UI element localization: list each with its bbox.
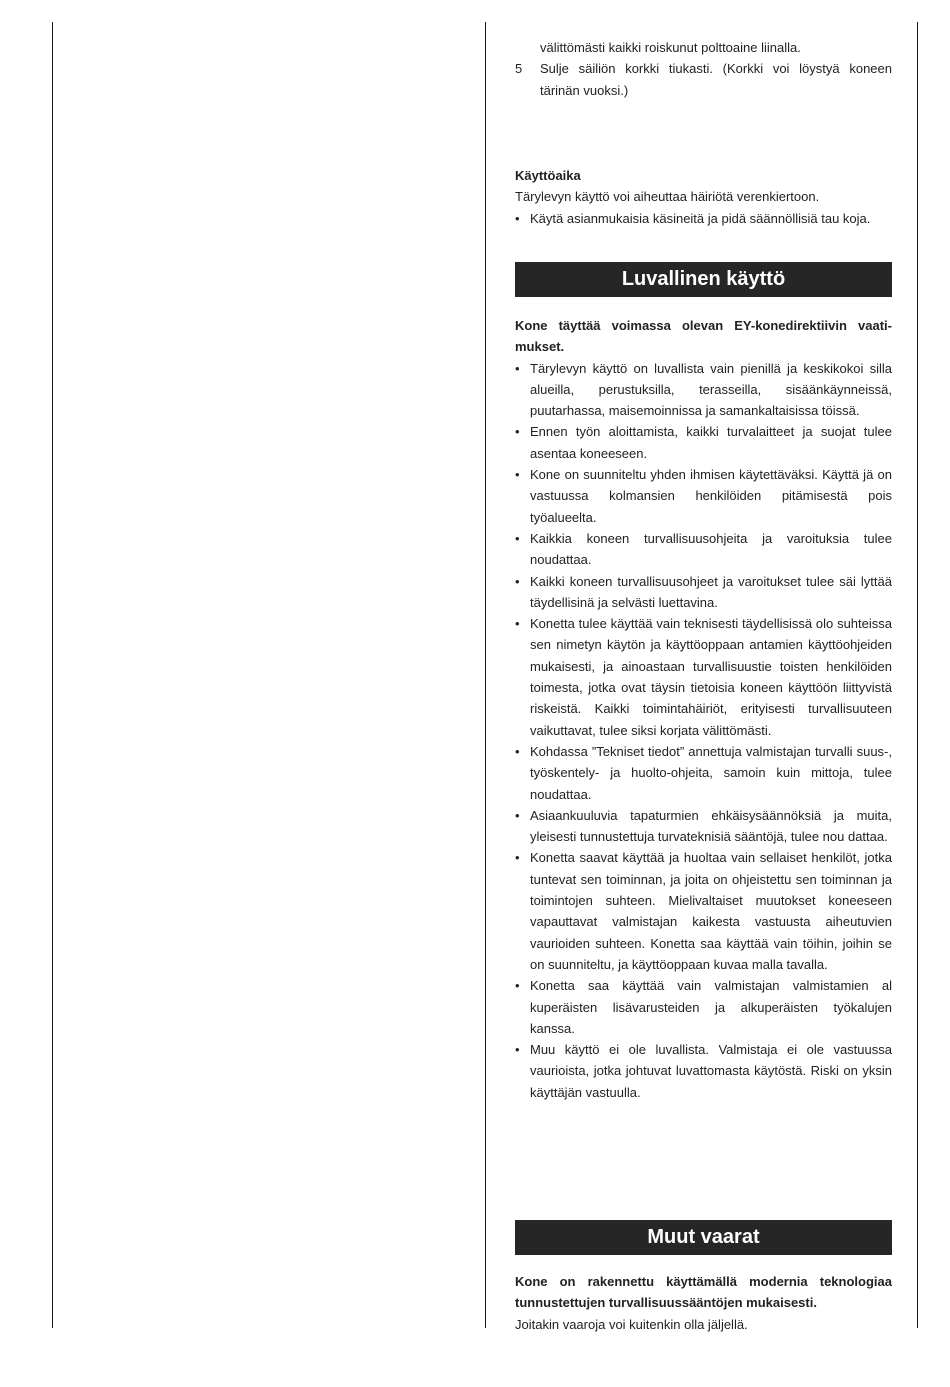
list-item: • Kaikki koneen turvallisuusohjeet ja varoitukset tulee säi lyttää täydellisinä ja selvästi luettavina. <box>515 573 892 610</box>
bullet: • <box>515 210 520 226</box>
list-item-text: Käytä asianmukaisia käsineitä ja pidä säännöllisiä tau koja. <box>530 210 871 226</box>
list-item: • Kone on suunniteltu yhden ihmisen käytettäväksi. Käyttä jä on vastuussa kolmansien henkilöiden pitämisestä pois työalueelta. <box>515 467 892 525</box>
section-intro: Kone on rakennettu käyttämällä modernia teknologiaa tunnustettujen turvallisuussääntöjen mukaisesti. <box>515 1274 892 1311</box>
list-item: • Kaikkia koneen turvallisuusohjeita ja varoituksia tulee noudattaa. <box>515 530 892 568</box>
permitted-use-section <box>515 262 892 1103</box>
usage-time-section <box>515 165 892 229</box>
list-item <box>515 208 892 229</box>
fuel-steps <box>515 37 892 101</box>
list-item: • Ennen työn aloittamista, kaikki turvalaitteet ja suojat tulee asentaa koneeseen. <box>515 424 892 461</box>
list-item: • Konetta saavat käyttää ja huoltaa vain sellaiset henkilöt, jotka tuntevat sen toiminnan, ja joita on ohjeistettu sen toiminnan ja toimintojen suhteen. Mielivaltaiset muutokset koneeseen vapauttavat valmistajan kaikesta vastuusta aiheutuvien vaurioiden suhteen. Konetta saa käyttää vain töihin, joihin se on suunniteltu, ja käyttöoppaan kuvaa malla tavalla. <box>515 850 892 972</box>
other-hazards-section <box>515 1220 892 1335</box>
section-intro: Kone täyttää voimassa olevan EY-konedirektiivin vaati- mukset. <box>515 318 892 355</box>
list-item: • Tärylevyn käyttö on luvallista vain pienillä ja keskikokoi silla alueilla, perustuksilla, terasseilla, sisäänkäynneissä, puutarhassa, maisemoinnissa ja samankaltaisissa töissä. <box>515 360 892 419</box>
section-text: Tärylevyn käyttö voi aiheuttaa häiriötä verenkiertoon. <box>515 189 820 205</box>
list-item: • Konetta saa käyttää vain valmistajan valmistamien al kuperäisten lisävarusteiden ja alkuperäisten työkalujen kanssa. <box>515 978 892 1036</box>
step-text: Sulje säiliön korkki tiukasti. (Korkki voi löystyä koneen tärinän vuoksi.) <box>540 61 892 98</box>
section-heading: Muut vaarat <box>515 1220 892 1255</box>
section-heading: Luvallinen käyttö <box>515 262 892 297</box>
section-text: Joitakin vaaroja voi kuitenkin olla jäljellä. <box>515 1316 748 1332</box>
left-margin-line <box>52 22 53 1328</box>
list-item: • Muu käyttö ei ole luvallista. Valmistaja ei ole vastuussa vaurioista, jotka johtuvat luvattomasta käytöstä. Riski on yksin käyttäjän vastuulla. <box>515 1042 892 1100</box>
list-item: • Asiaankuuluvia tapaturmien ehkäisysäännöksiä ja muita, yleisesti tunnustettuja turvateknisiä sääntöjä, tulee nou dattaa. <box>515 807 892 845</box>
list-item: • Konetta tulee käyttää vain teknisesti täydellisissä olo suhteissa sen nimetyn käytön ja käyttöoppaan antamien käyttöohjeiden mukaisesti, ja ainoastaan turvallisuustie toisten henkilöiden toimesta, jotka ovat täysin tietoisia koneen käyttöön liittyvistä riskeistä. Kaikki toimintahäiriöt, erityisesti turvallisuuteen vaikuttavat, tulee siksi korjata välittömästi. <box>515 616 892 738</box>
list-item: • Kohdassa ”Tekniset tiedot” annettuja valmistajan turvalli suus-, työskentely- ja huolto-ohjeita, samoin kuin mittoja, tulee noudattaa. <box>515 743 892 802</box>
step-4-continuation: välittömästi kaikki roiskunut polttoaine liinalla. <box>540 40 801 55</box>
step-5 <box>515 58 892 101</box>
section-title: Käyttöaika <box>515 168 581 183</box>
right-margin-line <box>917 22 918 1328</box>
step-number: 5 <box>515 61 523 77</box>
column-divider-line <box>485 22 486 1328</box>
